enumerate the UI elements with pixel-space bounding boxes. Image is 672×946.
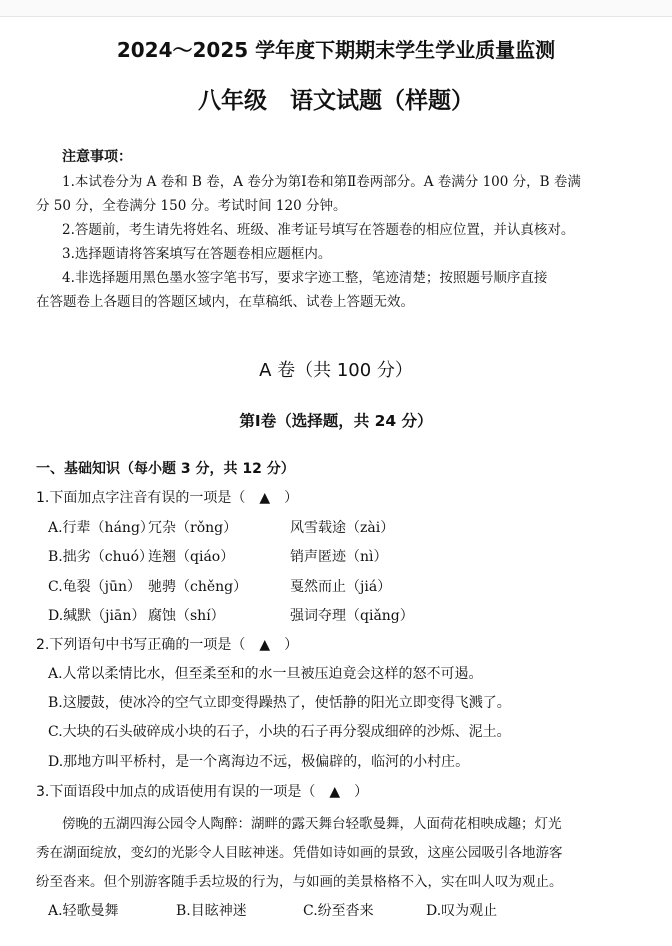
q2-option-d: D.那地方叫平桥村，是一个离海边不远，极偏辟的，临河的小村庄。 — [48, 754, 470, 770]
question-3-stem: 3.下面语段中加点的成语使用有误的一项是（ ▲ ） — [36, 784, 369, 800]
q2-option-c: C.大块的石头破碎成小块的石子，小块的石子再分裂成细碎的沙烁、泥土。 — [48, 724, 511, 740]
q1-option-a-2: 冗杂（rǒng） — [148, 520, 238, 536]
q1-option-c-2: 驰骋（chěng） — [148, 579, 248, 595]
q1-option-a-1: A.行辈（háng） — [48, 520, 154, 536]
notice-line: 分 50 分，全卷满分 150 分。考试时间 120 分钟。 — [36, 198, 347, 214]
section-a-title: A 卷（共 100 分） — [259, 360, 413, 381]
question-2-stem: 2.下列语句中书写正确的一项是（ ▲ ） — [36, 637, 299, 653]
q3-option-b: B.目眩神迷 — [176, 903, 247, 919]
part-one-title: 第Ⅰ卷（选择题，共 24 分） — [239, 412, 433, 430]
notice-line: 1.本试卷分为 A 卷和 B 卷，A 卷分为第Ⅰ卷和第Ⅱ卷两部分。A 卷满分 100 分，B 卷满 — [62, 174, 581, 190]
notice-line: 在答题卷上各题目的答题区域内，在草稿纸、试卷上答题无效。 — [36, 294, 414, 310]
q3-paragraph-line: 秀在湖面绽放，变幻的光影令人目眩神迷。凭借如诗如画的景致，这座公园吸引各地游客 — [36, 845, 563, 861]
notice-line: 2.答题前，考生请先将姓名、班级、准考证号填写在答题卷的相应位置，并认真核对。 — [62, 222, 575, 238]
q1-option-d-3: 强词夺理（qiǎng） — [290, 608, 414, 624]
q3-paragraph-line: 傍晚的五湖四海公园令人陶醉：湖畔的露天舞台轻歌曼舞，人面荷花相映成趣；灯光 — [62, 816, 562, 832]
q1-option-b-2: 连翘（qiáo） — [148, 549, 235, 565]
notice-heading: 注意事项： — [62, 149, 132, 165]
q1-option-c-1: C.龟裂（jūn） — [48, 579, 142, 595]
q3-option-a: A.轻歌曼舞 — [48, 903, 119, 919]
exam-title: 2024～2025 学年度下期期末学生学业质量监测 — [116, 38, 556, 62]
page-top-edge — [0, 0, 672, 17]
q3-option-d: D.叹为观止 — [426, 903, 498, 919]
q3-option-c: C.纷至沓来 — [303, 903, 374, 919]
notice-line: 3.选择题请将答案填写在答题卷相应题框内。 — [62, 246, 332, 262]
q1-option-a-3: 风雪载途（zài） — [290, 520, 395, 536]
q1-option-b-1: B.拙劣（chuó） — [48, 549, 154, 565]
notice-line: 4.非选择题用黑色墨水签字笔书写，要求字迹工整，笔迹清楚；按照题号顺序直接 — [62, 270, 548, 286]
q2-option-b: B.这腰鼓，使冰冷的空气立即变得躁热了，使恬静的阳光立即变得飞溅了。 — [48, 695, 511, 711]
basic-knowledge-heading: 一、基础知识（每小题 3 分，共 12 分） — [36, 461, 295, 477]
q1-option-c-3: 戛然而止（jiá） — [290, 579, 392, 595]
q1-option-d-1: D.缄默（jiān） — [48, 608, 146, 624]
q2-option-a: A.人常以柔情比水，但至柔至和的水一旦被压迫竟会这样的怒不可遏。 — [48, 666, 483, 682]
q3-paragraph-line: 纷至沓来。但个别游客随手丢垃圾的行为，与如画的美景格格不入，实在叫人叹为观止。 — [36, 874, 563, 890]
question-1-stem: 1.下面加点字注音有误的一项是（ ▲ ） — [36, 490, 299, 506]
q1-option-d-2: 腐蚀（shí） — [148, 608, 225, 624]
q1-option-b-3: 销声匿迹（nì） — [290, 549, 388, 565]
exam-subtitle: 八年级 语文试题（样题） — [198, 88, 474, 114]
